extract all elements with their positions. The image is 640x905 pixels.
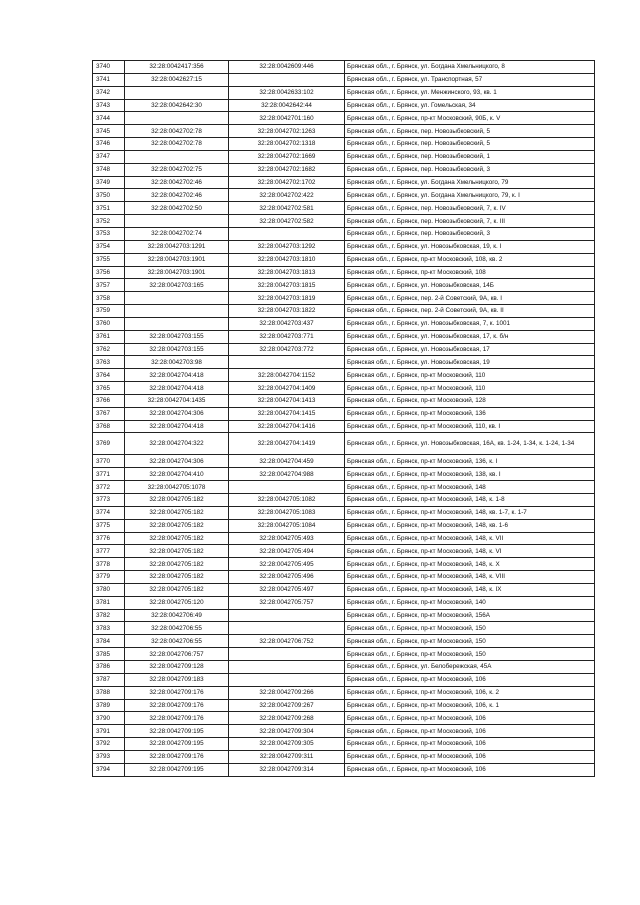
cadastral-number-cell: 32:28:0042642:30 bbox=[125, 99, 229, 112]
object-cadastral-number-cell: 32:28:0042705:1084 bbox=[229, 519, 345, 532]
object-cadastral-number-cell: 32:28:0042709:268 bbox=[229, 712, 345, 725]
address-cell: Брянская обл., г. Брянск, пр-кт Московский, 148, к. X bbox=[345, 558, 595, 571]
address-cell: Брянская обл., г. Брянск, пр-кт Московский, 138, кв. I bbox=[345, 468, 595, 481]
table-row bbox=[93, 433, 595, 455]
object-cadastral-number-cell: 32:28:0042703:1819 bbox=[229, 292, 345, 305]
address-cell: Брянская обл., г. Брянск, пер. Новозыбковский, 7, к. IV bbox=[345, 202, 595, 215]
cadastral-number-cell: 32:28:0042705:182 bbox=[125, 558, 229, 571]
cadastral-number-cell: 32:28:0042706:757 bbox=[125, 648, 229, 661]
table-row bbox=[93, 240, 595, 253]
cadastral-number-cell: 32:28:0042709:176 bbox=[125, 686, 229, 699]
object-cadastral-number-cell: 32:28:0042704:1419 bbox=[229, 433, 345, 455]
object-cadastral-number-cell: 32:28:0042709:311 bbox=[229, 750, 345, 763]
cadastral-number-cell bbox=[125, 215, 229, 228]
cadastral-number-cell: 32:28:0042704:410 bbox=[125, 468, 229, 481]
row-number-cell: 3766 bbox=[93, 394, 125, 407]
row-number-cell: 3760 bbox=[93, 317, 125, 330]
object-cadastral-number-cell: 32:28:0042704:1416 bbox=[229, 420, 345, 433]
row-number-cell: 3754 bbox=[93, 240, 125, 253]
row-number-cell: 3791 bbox=[93, 725, 125, 738]
object-cadastral-number-cell: 32:28:0042709:314 bbox=[229, 763, 345, 776]
table-row bbox=[93, 583, 595, 596]
address-cell: Брянская обл., г. Брянск, пр-кт Московский, 148, к. VI bbox=[345, 545, 595, 558]
object-cadastral-number-cell: 32:28:0042709:266 bbox=[229, 686, 345, 699]
table-row bbox=[93, 571, 595, 584]
object-cadastral-number-cell: 32:28:0042709:305 bbox=[229, 738, 345, 751]
object-cadastral-number-cell: 32:28:0042702:582 bbox=[229, 215, 345, 228]
address-cell: Брянская обл., г. Брянск, пр-кт Московский, 106, к. 2 bbox=[345, 686, 595, 699]
cadastral-number-cell: 32:28:0042704:322 bbox=[125, 433, 229, 455]
address-cell: Брянская обл., г. Брянск, пер. Новозыбковский, 5 bbox=[345, 125, 595, 138]
row-number-cell: 3779 bbox=[93, 571, 125, 584]
row-number-cell: 3763 bbox=[93, 356, 125, 369]
address-cell: Брянская обл., г. Брянск, ул. Новозыбковская, 19, к. I bbox=[345, 240, 595, 253]
row-number-cell: 3744 bbox=[93, 112, 125, 125]
row-number-cell: 3756 bbox=[93, 266, 125, 279]
row-number-cell: 3788 bbox=[93, 686, 125, 699]
cadastral-number-cell: 32:28:0042709:128 bbox=[125, 660, 229, 673]
address-cell: Брянская обл., г. Брянск, пр-кт Московский, 148 bbox=[345, 481, 595, 494]
row-number-cell: 3745 bbox=[93, 125, 125, 138]
object-cadastral-number-cell bbox=[229, 227, 345, 240]
row-number-cell: 3742 bbox=[93, 86, 125, 99]
cadastral-number-cell: 32:28:0042702:50 bbox=[125, 202, 229, 215]
cadastral-number-cell: 32:28:0042704:418 bbox=[125, 382, 229, 395]
address-cell: Брянская обл., г. Брянск, пр-кт Московский, 148, к. VIII bbox=[345, 571, 595, 584]
table-row bbox=[93, 138, 595, 151]
cadastral-number-cell: 32:28:0042705:182 bbox=[125, 532, 229, 545]
row-number-cell: 3764 bbox=[93, 369, 125, 382]
cadastral-number-cell: 32:28:0042709:176 bbox=[125, 699, 229, 712]
object-cadastral-number-cell: 32:28:0042702:1318 bbox=[229, 138, 345, 151]
object-cadastral-number-cell bbox=[229, 356, 345, 369]
address-cell: Брянская обл., г. Брянск, ул. Богдана Хмельницкого, 79 bbox=[345, 176, 595, 189]
registry-table bbox=[92, 60, 595, 777]
object-cadastral-number-cell: 32:28:0042704:1409 bbox=[229, 382, 345, 395]
address-cell: Брянская обл., г. Брянск, ул. Белобережская, 45А bbox=[345, 660, 595, 673]
table-row bbox=[93, 394, 595, 407]
address-cell: Брянская обл., г. Брянск, пр-кт Московский, 136, к. I bbox=[345, 455, 595, 468]
table-row bbox=[93, 266, 595, 279]
table-row bbox=[93, 150, 595, 163]
address-cell: Брянская обл., г. Брянск, пр-кт Московский, 140 bbox=[345, 596, 595, 609]
cadastral-number-cell: 32:28:0042705:1078 bbox=[125, 481, 229, 494]
table-row bbox=[93, 420, 595, 433]
table-row bbox=[93, 99, 595, 112]
row-number-cell: 3741 bbox=[93, 73, 125, 86]
table-row bbox=[93, 125, 595, 138]
object-cadastral-number-cell: 32:28:0042703:1815 bbox=[229, 279, 345, 292]
cadastral-number-cell bbox=[125, 112, 229, 125]
cadastral-number-cell: 32:28:0042704:306 bbox=[125, 455, 229, 468]
object-cadastral-number-cell: 32:28:0042704:1415 bbox=[229, 407, 345, 420]
cadastral-number-cell: 32:28:0042703:1901 bbox=[125, 253, 229, 266]
table-row bbox=[93, 330, 595, 343]
address-cell: Брянская обл., г. Брянск, пр-кт Московский, 90Б, к. V bbox=[345, 112, 595, 125]
address-cell: Брянская обл., г. Брянск, пр-кт Московский, 148, к. VII bbox=[345, 532, 595, 545]
object-cadastral-number-cell bbox=[229, 673, 345, 686]
table-row bbox=[93, 369, 595, 382]
row-number-cell: 3789 bbox=[93, 699, 125, 712]
row-number-cell: 3773 bbox=[93, 494, 125, 507]
table-row bbox=[93, 545, 595, 558]
row-number-cell: 3743 bbox=[93, 99, 125, 112]
row-number-cell: 3778 bbox=[93, 558, 125, 571]
row-number-cell: 3749 bbox=[93, 176, 125, 189]
table-row bbox=[93, 725, 595, 738]
object-cadastral-number-cell: 32:28:0042704:988 bbox=[229, 468, 345, 481]
object-cadastral-number-cell: 32:28:0042633:102 bbox=[229, 86, 345, 99]
row-number-cell: 3765 bbox=[93, 382, 125, 395]
cadastral-number-cell: 32:28:0042705:182 bbox=[125, 583, 229, 596]
object-cadastral-number-cell bbox=[229, 648, 345, 661]
table-row bbox=[93, 202, 595, 215]
row-number-cell: 3790 bbox=[93, 712, 125, 725]
cadastral-number-cell: 32:28:0042704:418 bbox=[125, 369, 229, 382]
object-cadastral-number-cell: 32:28:0042703:772 bbox=[229, 343, 345, 356]
table-row bbox=[93, 738, 595, 751]
row-number-cell: 3772 bbox=[93, 481, 125, 494]
table-row bbox=[93, 86, 595, 99]
cadastral-number-cell: 32:28:0042709:195 bbox=[125, 725, 229, 738]
address-cell: Брянская обл., г. Брянск, ул. Транспортная, 57 bbox=[345, 73, 595, 86]
row-number-cell: 3758 bbox=[93, 292, 125, 305]
cadastral-number-cell: 32:28:0042702:46 bbox=[125, 176, 229, 189]
object-cadastral-number-cell: 32:28:0042706:752 bbox=[229, 635, 345, 648]
row-number-cell: 3761 bbox=[93, 330, 125, 343]
address-cell: Брянская обл., г. Брянск, пер. Новозыбковский, 3 bbox=[345, 227, 595, 240]
row-number-cell: 3751 bbox=[93, 202, 125, 215]
row-number-cell: 3783 bbox=[93, 622, 125, 635]
table-row bbox=[93, 519, 595, 532]
address-cell: Брянская обл., г. Брянск, пр-кт Московский, 110, кв. I bbox=[345, 420, 595, 433]
table-row bbox=[93, 481, 595, 494]
cadastral-number-cell: 32:28:0042703:1901 bbox=[125, 266, 229, 279]
table-row bbox=[93, 699, 595, 712]
table-row bbox=[93, 227, 595, 240]
object-cadastral-number-cell bbox=[229, 660, 345, 673]
address-cell: Брянская обл., г. Брянск, пр-кт Московский, 148, кв. 1-7, к. 1-7 bbox=[345, 506, 595, 519]
row-number-cell: 3786 bbox=[93, 660, 125, 673]
table-row bbox=[93, 382, 595, 395]
cadastral-number-cell: 32:28:0042704:418 bbox=[125, 420, 229, 433]
table-row bbox=[93, 763, 595, 776]
object-cadastral-number-cell: 32:28:0042705:497 bbox=[229, 583, 345, 596]
table-row bbox=[93, 494, 595, 507]
object-cadastral-number-cell: 32:28:0042703:1810 bbox=[229, 253, 345, 266]
object-cadastral-number-cell: 32:28:0042704:1413 bbox=[229, 394, 345, 407]
registry-table-body bbox=[93, 61, 595, 777]
object-cadastral-number-cell: 32:28:0042704:459 bbox=[229, 455, 345, 468]
object-cadastral-number-cell: 32:28:0042702:1702 bbox=[229, 176, 345, 189]
address-cell: Брянская обл., г. Брянск, пр-кт Московский, 106 bbox=[345, 673, 595, 686]
address-cell: Брянская обл., г. Брянск, пер. Новозыбковский, 1 bbox=[345, 150, 595, 163]
address-cell: Брянская обл., г. Брянск, пр-кт Московский, 150 bbox=[345, 648, 595, 661]
cadastral-number-cell bbox=[125, 292, 229, 305]
object-cadastral-number-cell: 32:28:0042709:267 bbox=[229, 699, 345, 712]
cadastral-number-cell: 32:28:0042709:183 bbox=[125, 673, 229, 686]
table-row bbox=[93, 455, 595, 468]
address-cell: Брянская обл., г. Брянск, пр-кт Московский, 128 bbox=[345, 394, 595, 407]
address-cell: Брянская обл., г. Брянск, пр-кт Московский, 148, кв. 1-6 bbox=[345, 519, 595, 532]
row-number-cell: 3759 bbox=[93, 305, 125, 318]
cadastral-number-cell: 32:28:0042705:182 bbox=[125, 571, 229, 584]
row-number-cell: 3781 bbox=[93, 596, 125, 609]
cadastral-number-cell: 32:28:0042709:195 bbox=[125, 763, 229, 776]
table-row bbox=[93, 558, 595, 571]
object-cadastral-number-cell: 32:28:0042704:1152 bbox=[229, 369, 345, 382]
object-cadastral-number-cell: 32:28:0042709:304 bbox=[229, 725, 345, 738]
address-cell: Брянская обл., г. Брянск, пр-кт Московский, 150 bbox=[345, 622, 595, 635]
row-number-cell: 3746 bbox=[93, 138, 125, 151]
row-number-cell: 3750 bbox=[93, 189, 125, 202]
row-number-cell: 3762 bbox=[93, 343, 125, 356]
row-number-cell: 3774 bbox=[93, 506, 125, 519]
cadastral-number-cell: 32:28:0042704:1435 bbox=[125, 394, 229, 407]
table-row bbox=[93, 317, 595, 330]
address-cell: Брянская обл., г. Брянск, пер. Новозыбковский, 7, к. III bbox=[345, 215, 595, 228]
address-cell: Брянская обл., г. Брянск, ул. Новозыбковская, 17, к. б/н bbox=[345, 330, 595, 343]
row-number-cell: 3775 bbox=[93, 519, 125, 532]
address-cell: Брянская обл., г. Брянск, пр-кт Московский, 106 bbox=[345, 763, 595, 776]
table-row bbox=[93, 686, 595, 699]
cadastral-number-cell: 32:28:0042627:15 bbox=[125, 73, 229, 86]
table-row bbox=[93, 622, 595, 635]
table-row bbox=[93, 609, 595, 622]
address-cell: Брянская обл., г. Брянск, пр-кт Московский, 106 bbox=[345, 750, 595, 763]
object-cadastral-number-cell: 32:28:0042702:581 bbox=[229, 202, 345, 215]
cadastral-number-cell: 32:28:0042417:356 bbox=[125, 61, 229, 74]
cadastral-number-cell: 32:28:0042705:182 bbox=[125, 545, 229, 558]
row-number-cell: 3767 bbox=[93, 407, 125, 420]
table-row bbox=[93, 506, 595, 519]
row-number-cell: 3768 bbox=[93, 420, 125, 433]
object-cadastral-number-cell: 32:28:0042705:494 bbox=[229, 545, 345, 558]
document-page bbox=[92, 60, 594, 777]
table-row bbox=[93, 73, 595, 86]
cadastral-number-cell: 32:28:0042706:55 bbox=[125, 622, 229, 635]
table-row bbox=[93, 660, 595, 673]
row-number-cell: 3777 bbox=[93, 545, 125, 558]
row-number-cell: 3776 bbox=[93, 532, 125, 545]
object-cadastral-number-cell: 32:28:0042705:1083 bbox=[229, 506, 345, 519]
cadastral-number-cell: 32:28:0042705:182 bbox=[125, 494, 229, 507]
cadastral-number-cell: 32:28:0042705:120 bbox=[125, 596, 229, 609]
table-row bbox=[93, 253, 595, 266]
row-number-cell: 3752 bbox=[93, 215, 125, 228]
cadastral-number-cell: 32:28:0042703:155 bbox=[125, 343, 229, 356]
object-cadastral-number-cell: 32:28:0042705:757 bbox=[229, 596, 345, 609]
cadastral-number-cell bbox=[125, 305, 229, 318]
object-cadastral-number-cell bbox=[229, 609, 345, 622]
row-number-cell: 3785 bbox=[93, 648, 125, 661]
object-cadastral-number-cell bbox=[229, 481, 345, 494]
table-row bbox=[93, 407, 595, 420]
address-cell: Брянская обл., г. Брянск, ул. Гомельская, 34 bbox=[345, 99, 595, 112]
cadastral-number-cell: 32:28:0042702:78 bbox=[125, 138, 229, 151]
table-row bbox=[93, 343, 595, 356]
table-row bbox=[93, 305, 595, 318]
row-number-cell: 3770 bbox=[93, 455, 125, 468]
table-row bbox=[93, 712, 595, 725]
address-cell: Брянская обл., г. Брянск, ул. Новозыбковская, 17 bbox=[345, 343, 595, 356]
object-cadastral-number-cell bbox=[229, 622, 345, 635]
cadastral-number-cell: 32:28:0042703:165 bbox=[125, 279, 229, 292]
table-row bbox=[93, 163, 595, 176]
object-cadastral-number-cell: 32:28:0042703:1813 bbox=[229, 266, 345, 279]
address-cell: Брянская обл., г. Брянск, пер. 2-й Советский, 9А, кв. II bbox=[345, 305, 595, 318]
address-cell: Брянская обл., г. Брянск, пер. Новозыбковский, 5 bbox=[345, 138, 595, 151]
address-cell: Брянская обл., г. Брянск, пр-кт Московский, 108, кв. 2 bbox=[345, 253, 595, 266]
cadastral-number-cell: 32:28:0042705:182 bbox=[125, 519, 229, 532]
cadastral-number-cell: 32:28:0042703:98 bbox=[125, 356, 229, 369]
row-number-cell: 3794 bbox=[93, 763, 125, 776]
address-cell: Брянская обл., г. Брянск, пр-кт Московский, 136 bbox=[345, 407, 595, 420]
address-cell: Брянская обл., г. Брянск, пр-кт Московский, 150 bbox=[345, 635, 595, 648]
object-cadastral-number-cell: 32:28:0042702:1263 bbox=[229, 125, 345, 138]
address-cell: Брянская обл., г. Брянск, пр-кт Московский, 110 bbox=[345, 369, 595, 382]
cadastral-number-cell: 32:28:0042702:78 bbox=[125, 125, 229, 138]
row-number-cell: 3740 bbox=[93, 61, 125, 74]
row-number-cell: 3747 bbox=[93, 150, 125, 163]
table-row bbox=[93, 356, 595, 369]
object-cadastral-number-cell: 32:28:0042609:446 bbox=[229, 61, 345, 74]
row-number-cell: 3769 bbox=[93, 433, 125, 455]
address-cell: Брянская обл., г. Брянск, пр-кт Московский, 148, к. 1-8 bbox=[345, 494, 595, 507]
table-row bbox=[93, 112, 595, 125]
address-cell: Брянская обл., г. Брянск, ул. Новозыбковская, 19 bbox=[345, 356, 595, 369]
row-number-cell: 3780 bbox=[93, 583, 125, 596]
cadastral-number-cell: 32:28:0042702:74 bbox=[125, 227, 229, 240]
table-row bbox=[93, 215, 595, 228]
address-cell: Брянская обл., г. Брянск, пр-кт Московский, 106 bbox=[345, 725, 595, 738]
object-cadastral-number-cell: 32:28:0042703:1822 bbox=[229, 305, 345, 318]
cadastral-number-cell bbox=[125, 150, 229, 163]
object-cadastral-number-cell: 32:28:0042705:1082 bbox=[229, 494, 345, 507]
table-row bbox=[93, 596, 595, 609]
cadastral-number-cell: 32:28:0042702:46 bbox=[125, 189, 229, 202]
table-row bbox=[93, 176, 595, 189]
object-cadastral-number-cell bbox=[229, 73, 345, 86]
row-number-cell: 3771 bbox=[93, 468, 125, 481]
object-cadastral-number-cell: 32:28:0042701:160 bbox=[229, 112, 345, 125]
address-cell: Брянская обл., г. Брянск, пер. Новозыбковский, 3 bbox=[345, 163, 595, 176]
table-row bbox=[93, 468, 595, 481]
cadastral-number-cell: 32:28:0042709:176 bbox=[125, 712, 229, 725]
cadastral-number-cell: 32:28:0042706:49 bbox=[125, 609, 229, 622]
cadastral-number-cell bbox=[125, 317, 229, 330]
row-number-cell: 3787 bbox=[93, 673, 125, 686]
object-cadastral-number-cell: 32:28:0042705:496 bbox=[229, 571, 345, 584]
address-cell: Брянская обл., г. Брянск, ул. Новозыбковская, 7, к. 1001 bbox=[345, 317, 595, 330]
address-cell: Брянская обл., г. Брянск, пр-кт Московский, 106 bbox=[345, 738, 595, 751]
cadastral-number-cell: 32:28:0042703:155 bbox=[125, 330, 229, 343]
address-cell: Брянская обл., г. Брянск, пр-кт Московский, 110 bbox=[345, 382, 595, 395]
row-number-cell: 3792 bbox=[93, 738, 125, 751]
cadastral-number-cell: 32:28:0042702:75 bbox=[125, 163, 229, 176]
address-cell: Брянская обл., г. Брянск, ул. Новозыбковская, 14Б bbox=[345, 279, 595, 292]
table-row bbox=[93, 635, 595, 648]
object-cadastral-number-cell: 32:28:0042705:495 bbox=[229, 558, 345, 571]
address-cell: Брянская обл., г. Брянск, ул. Менжинского, 93, кв. 1 bbox=[345, 86, 595, 99]
table-row bbox=[93, 189, 595, 202]
row-number-cell: 3784 bbox=[93, 635, 125, 648]
cadastral-number-cell: 32:28:0042703:1291 bbox=[125, 240, 229, 253]
object-cadastral-number-cell: 32:28:0042702:422 bbox=[229, 189, 345, 202]
address-cell: Брянская обл., г. Брянск, пер. 2-й Советский, 9А, кв. I bbox=[345, 292, 595, 305]
address-cell: Брянская обл., г. Брянск, ул. Новозыбковская, 16А, кв. 1-24, 1-34, к. 1-24, 1-34 bbox=[345, 433, 595, 455]
cadastral-number-cell bbox=[125, 86, 229, 99]
table-row bbox=[93, 648, 595, 661]
address-cell: Брянская обл., г. Брянск, пр-кт Московский, 106 bbox=[345, 712, 595, 725]
table-row bbox=[93, 673, 595, 686]
row-number-cell: 3748 bbox=[93, 163, 125, 176]
address-cell: Брянская обл., г. Брянск, пр-кт Московский, 106, к. 1 bbox=[345, 699, 595, 712]
row-number-cell: 3793 bbox=[93, 750, 125, 763]
cadastral-number-cell: 32:28:0042709:176 bbox=[125, 750, 229, 763]
object-cadastral-number-cell: 32:28:0042703:771 bbox=[229, 330, 345, 343]
table-row bbox=[93, 750, 595, 763]
address-cell: Брянская обл., г. Брянск, ул. Богдана Хмельницкого, 8 bbox=[345, 61, 595, 74]
row-number-cell: 3753 bbox=[93, 227, 125, 240]
object-cadastral-number-cell: 32:28:0042703:1292 bbox=[229, 240, 345, 253]
cadastral-number-cell: 32:28:0042709:195 bbox=[125, 738, 229, 751]
row-number-cell: 3782 bbox=[93, 609, 125, 622]
address-cell: Брянская обл., г. Брянск, ул. Богдана Хмельницкого, 79, к. I bbox=[345, 189, 595, 202]
row-number-cell: 3755 bbox=[93, 253, 125, 266]
cadastral-number-cell: 32:28:0042705:182 bbox=[125, 506, 229, 519]
address-cell: Брянская обл., г. Брянск, пр-кт Московский, 148, к. IX bbox=[345, 583, 595, 596]
cadastral-number-cell: 32:28:0042706:55 bbox=[125, 635, 229, 648]
address-cell: Брянская обл., г. Брянск, пр-кт Московский, 156А bbox=[345, 609, 595, 622]
object-cadastral-number-cell: 32:28:0042702:1682 bbox=[229, 163, 345, 176]
object-cadastral-number-cell: 32:28:0042703:437 bbox=[229, 317, 345, 330]
table-row bbox=[93, 279, 595, 292]
object-cadastral-number-cell: 32:28:0042702:1669 bbox=[229, 150, 345, 163]
object-cadastral-number-cell: 32:28:0042705:493 bbox=[229, 532, 345, 545]
cadastral-number-cell: 32:28:0042704:306 bbox=[125, 407, 229, 420]
object-cadastral-number-cell: 32:28:0042642:44 bbox=[229, 99, 345, 112]
address-cell: Брянская обл., г. Брянск, пр-кт Московский, 108 bbox=[345, 266, 595, 279]
table-row bbox=[93, 61, 595, 74]
row-number-cell: 3757 bbox=[93, 279, 125, 292]
table-row bbox=[93, 532, 595, 545]
table-row bbox=[93, 292, 595, 305]
